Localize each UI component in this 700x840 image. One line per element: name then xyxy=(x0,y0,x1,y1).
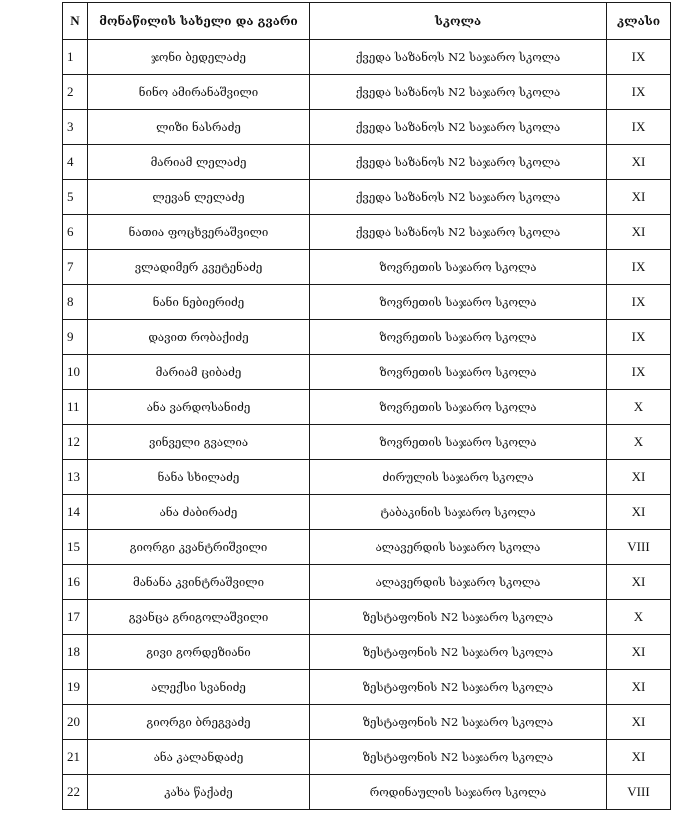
table-row xyxy=(63,425,671,460)
participant-name: ანა ვარდოსანიძე xyxy=(88,390,310,425)
row-number: 14 xyxy=(63,495,88,530)
table-row xyxy=(63,600,671,635)
class-grade: XI xyxy=(607,740,671,775)
class-grade: IX xyxy=(607,285,671,320)
participants-sheet xyxy=(62,2,671,810)
table-row xyxy=(63,495,671,530)
class-grade: VIII xyxy=(607,775,671,810)
table-row xyxy=(63,705,671,740)
class-grade: IX xyxy=(607,75,671,110)
class-grade: XI xyxy=(607,180,671,215)
row-number: 22 xyxy=(63,775,88,810)
header-participant-name: მონაწილის სახელი და გვარი xyxy=(88,3,310,40)
participant-name: ვინველი გვალია xyxy=(88,425,310,460)
table-row xyxy=(63,40,671,75)
school-name: ქვედა საზანოს N2 საჯარო სკოლა xyxy=(310,110,607,145)
participant-name: მარიამ ციბაძე xyxy=(88,355,310,390)
row-number: 13 xyxy=(63,460,88,495)
participants-table xyxy=(62,2,671,810)
school-name: ზესტაფონის N2 საჯარო სკოლა xyxy=(310,670,607,705)
class-grade: XI xyxy=(607,215,671,250)
participant-name: ნინო ამირანაშვილი xyxy=(88,75,310,110)
school-name: ზოვრეთის საჯარო სკოლა xyxy=(310,250,607,285)
school-name: ქვედა საზანოს N2 საჯარო სკოლა xyxy=(310,215,607,250)
class-grade: IX xyxy=(607,250,671,285)
school-name: ქვედა საზანოს N2 საჯარო სკოლა xyxy=(310,180,607,215)
participant-name: დავით რობაქიძე xyxy=(88,320,310,355)
table-row xyxy=(63,250,671,285)
row-number: 5 xyxy=(63,180,88,215)
header-class: კლასი xyxy=(607,3,671,40)
participant-name: გიორგი ბრეგვაძე xyxy=(88,705,310,740)
row-number: 3 xyxy=(63,110,88,145)
school-name: ქვედა საზანოს N2 საჯარო სკოლა xyxy=(310,145,607,180)
participant-name: მანანა კვინტრაშვილი xyxy=(88,565,310,600)
row-number: 8 xyxy=(63,285,88,320)
participant-name: ლიზი ნასრაძე xyxy=(88,110,310,145)
school-name: ქვედა საზანოს N2 საჯარო სკოლა xyxy=(310,40,607,75)
school-name: ზოვრეთის საჯარო სკოლა xyxy=(310,320,607,355)
table-body xyxy=(63,40,671,810)
row-number: 4 xyxy=(63,145,88,180)
participant-name: მარიამ ლელაძე xyxy=(88,145,310,180)
participant-name: ნანა სხილაძე xyxy=(88,460,310,495)
school-name: ზესტაფონის N2 საჯარო სკოლა xyxy=(310,740,607,775)
row-number: 12 xyxy=(63,425,88,460)
school-name: ზოვრეთის საჯარო სკოლა xyxy=(310,425,607,460)
row-number: 1 xyxy=(63,40,88,75)
participant-name: გიორგი კვანტრიშვილი xyxy=(88,530,310,565)
participant-name: კახა წაქაძე xyxy=(88,775,310,810)
row-number: 10 xyxy=(63,355,88,390)
participant-name: ნათია ფოცხვერაშვილი xyxy=(88,215,310,250)
row-number: 16 xyxy=(63,565,88,600)
school-name: ზესტაფონის N2 საჯარო სკოლა xyxy=(310,600,607,635)
school-name: ალავერდის საჯარო სკოლა xyxy=(310,565,607,600)
table-row xyxy=(63,530,671,565)
class-grade: X xyxy=(607,425,671,460)
participant-name: გივი გორდეზიანი xyxy=(88,635,310,670)
table-row xyxy=(63,740,671,775)
class-grade: IX xyxy=(607,320,671,355)
participant-name: ვლადიმერ კვეტენაძე xyxy=(88,250,310,285)
class-grade: VIII xyxy=(607,530,671,565)
school-name: ზოვრეთის საჯარო სკოლა xyxy=(310,285,607,320)
class-grade: IX xyxy=(607,355,671,390)
class-grade: XI xyxy=(607,145,671,180)
participant-name: ლევან ლელაძე xyxy=(88,180,310,215)
row-number: 18 xyxy=(63,635,88,670)
row-number: 17 xyxy=(63,600,88,635)
table-row xyxy=(63,565,671,600)
table-row xyxy=(63,215,671,250)
table-row xyxy=(63,285,671,320)
participant-name: ანა ძაბირაძე xyxy=(88,495,310,530)
row-number: 2 xyxy=(63,75,88,110)
school-name: როდინაულის საჯარო სკოლა xyxy=(310,775,607,810)
class-grade: X xyxy=(607,390,671,425)
table-row xyxy=(63,775,671,810)
table-row xyxy=(63,355,671,390)
class-grade: IX xyxy=(607,40,671,75)
participant-name: ჯონი ბედელაძე xyxy=(88,40,310,75)
table-row xyxy=(63,180,671,215)
school-name: ალავერდის საჯარო სკოლა xyxy=(310,530,607,565)
table-row xyxy=(63,320,671,355)
table-row xyxy=(63,635,671,670)
row-number: 15 xyxy=(63,530,88,565)
header-school: სკოლა xyxy=(310,3,607,40)
row-number: 11 xyxy=(63,390,88,425)
row-number: 21 xyxy=(63,740,88,775)
school-name: ზოვრეთის საჯარო სკოლა xyxy=(310,390,607,425)
table-row xyxy=(63,75,671,110)
participant-name: ანა კალანდაძე xyxy=(88,740,310,775)
school-name: ქვედა საზანოს N2 საჯარო სკოლა xyxy=(310,75,607,110)
class-grade: XI xyxy=(607,670,671,705)
class-grade: XI xyxy=(607,460,671,495)
school-name: ზესტაფონის N2 საჯარო სკოლა xyxy=(310,705,607,740)
class-grade: XI xyxy=(607,635,671,670)
table-row xyxy=(63,670,671,705)
table-row xyxy=(63,145,671,180)
table-row xyxy=(63,110,671,145)
participant-name: ალექსი სვანიძე xyxy=(88,670,310,705)
row-number: 9 xyxy=(63,320,88,355)
class-grade: XI xyxy=(607,705,671,740)
class-grade: IX xyxy=(607,110,671,145)
header-row xyxy=(63,3,671,40)
header-number: N xyxy=(63,3,88,40)
row-number: 20 xyxy=(63,705,88,740)
school-name: ძირულის საჯარო სკოლა xyxy=(310,460,607,495)
table-row xyxy=(63,460,671,495)
participant-name: ნანი ნებიერიძე xyxy=(88,285,310,320)
participant-name: გვანცა გრიგოლაშვილი xyxy=(88,600,310,635)
table-row xyxy=(63,390,671,425)
school-name: ზოვრეთის საჯარო სკოლა xyxy=(310,355,607,390)
row-number: 19 xyxy=(63,670,88,705)
row-number: 6 xyxy=(63,215,88,250)
class-grade: XI xyxy=(607,565,671,600)
row-number: 7 xyxy=(63,250,88,285)
class-grade: XI xyxy=(607,495,671,530)
school-name: ტაბაკინის საჯარო სკოლა xyxy=(310,495,607,530)
class-grade: X xyxy=(607,600,671,635)
school-name: ზესტაფონის N2 საჯარო სკოლა xyxy=(310,635,607,670)
